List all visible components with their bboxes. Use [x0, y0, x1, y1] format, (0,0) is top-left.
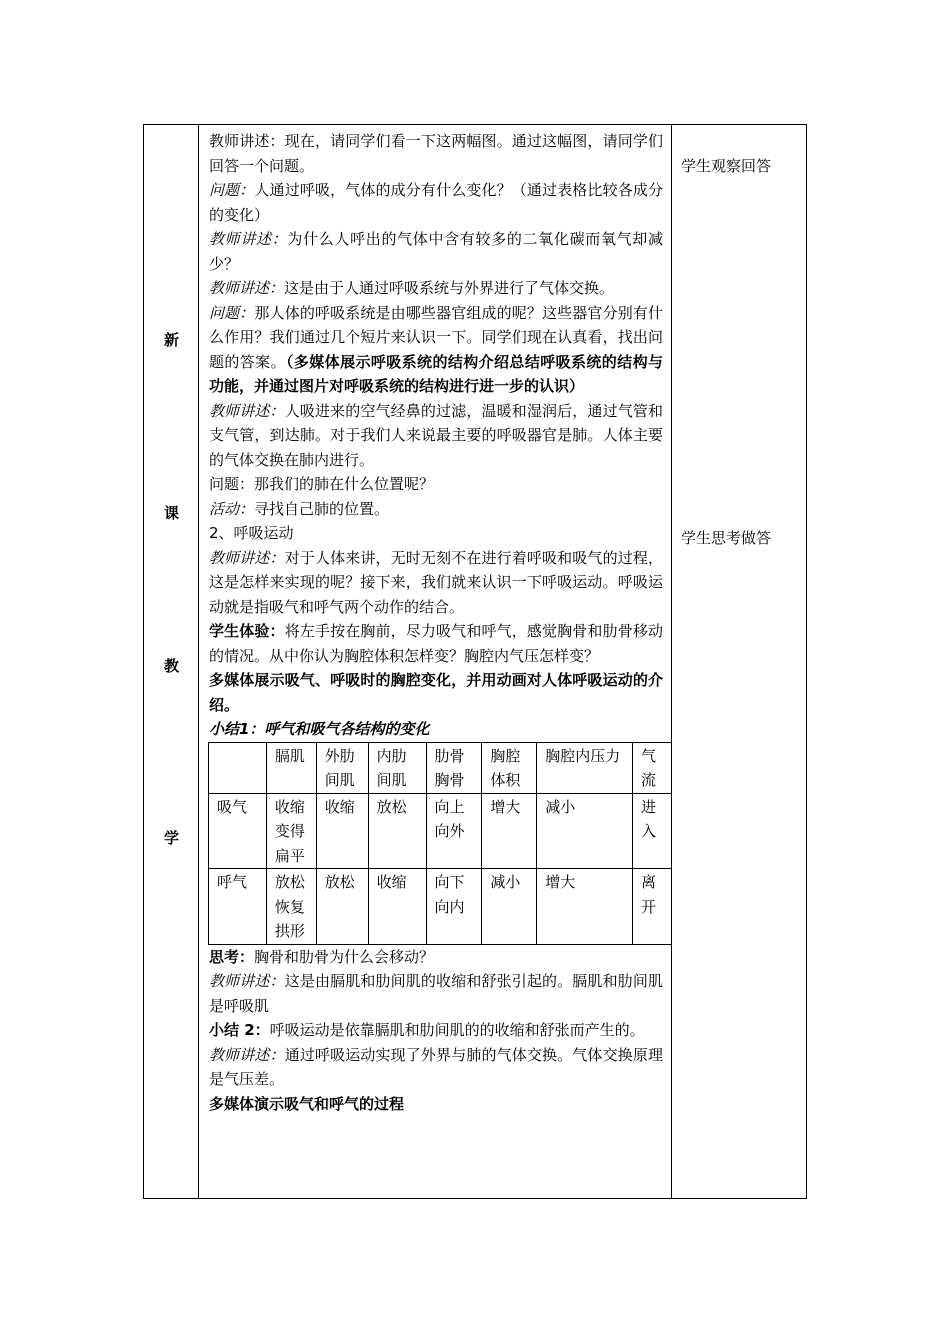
subheading: 2、呼吸运动	[209, 524, 294, 542]
paragraph: 教师讲述：这是由膈肌和肋间肌的收缩和舒张引起的。膈肌和肋间肌是呼吸肌	[209, 972, 663, 1015]
table-caption: 小结1：呼气和吸气各结构的变化	[209, 720, 430, 738]
section-char: 课	[163, 504, 179, 522]
header-cell: 胸腔内压力	[537, 742, 633, 793]
paragraph: 活动：寻找自己肺的位置。	[209, 499, 390, 518]
table-cell: 放松	[368, 793, 426, 869]
paragraph: 教师讲述：现在，请同学们看一下这两幅图。通过这幅图，请同学们回答一个问题。	[209, 132, 663, 175]
table-cell: 减小	[482, 869, 537, 945]
label: 教师讲述：	[209, 401, 285, 420]
paragraph: 思考：胸骨和肋骨为什么会移动？	[209, 947, 435, 966]
table-cell: 向上向外	[426, 793, 482, 869]
section-label-column	[144, 125, 199, 1198]
section-char: 教	[163, 657, 179, 675]
header-cell: 内肋间肌	[368, 742, 426, 793]
lesson-plan-table	[143, 124, 807, 1199]
paragraph: 学生体验：将左手按在胸前，尽力吸气和呼气，感觉胸骨和肋骨移动的情况。从中你认为胸腔体积怎样变？胸腔内气压怎样变？	[209, 622, 663, 665]
label: 教师讲述：	[209, 230, 288, 248]
paragraph: 问题：那我们的肺在什么位置呢？	[209, 475, 435, 493]
table-cell: 减小	[537, 793, 633, 869]
table-cell: 增大	[482, 793, 537, 869]
paragraph: 教师讲述：人吸进来的空气经鼻的过滤，温暖和湿润后，通过气管和支气管，到达肺。对于我们人来说最主要的呼吸器官是肺。人体主要的气体交换在肺内进行。	[209, 401, 663, 469]
student-activity-note: 学生思考做答	[681, 529, 772, 547]
label: 问题：	[209, 303, 255, 322]
summary-table	[208, 742, 672, 945]
paragraph: 多媒体展示吸气、呼吸时的胸腔变化，并用动画对人体呼吸运动的介绍。	[209, 671, 663, 714]
table-header-row	[209, 742, 672, 793]
table-cell: 呼气	[209, 869, 267, 945]
label: 教师讲述：	[209, 1045, 285, 1064]
header-cell: 肋骨胸骨	[426, 742, 482, 793]
table-cell: 放松恢复拱形	[266, 869, 316, 945]
paragraph: 小结 2：呼吸运动是依靠膈肌和肋间肌的的收缩和舒张而产生的。	[209, 1021, 645, 1039]
paragraph: 教师讲述：为什么人呼出的气体中含有较多的二氧化碳而氧气却减少？	[209, 230, 663, 273]
label: 思考：	[209, 947, 255, 966]
paragraph: 问题：那人体的呼吸系统是由哪些器官组成的呢？这些器官分别有什么作用？我们通过几个短片来认识一下。同学们现在认真看，找出问题的答案。（多媒体展示呼吸系统的结构介绍总结呼吸系统的结构与功能，并通过图片对呼吸系统的结构进行进一步的认识）	[209, 303, 663, 395]
student-activity-note: 学生观察回答	[681, 157, 772, 175]
table-cell: 吸气	[209, 793, 267, 869]
label: 问题：	[209, 181, 255, 199]
paragraph: 教师讲述：这是由于人通过呼吸系统与外界进行了气体交换。	[209, 279, 615, 297]
label: 教师讲述：	[209, 279, 285, 297]
table-cell: 收缩	[316, 793, 368, 869]
section-char: 学	[163, 829, 179, 847]
header-cell: 胸腔体积	[482, 742, 537, 793]
table-cell: 放松	[316, 869, 368, 945]
student-activity-column	[672, 125, 806, 1198]
table-cell: 收缩变得扁平	[266, 793, 316, 869]
header-cell: 气流	[633, 742, 672, 793]
label: 小结 2：	[209, 1021, 270, 1039]
table-cell: 增大	[537, 869, 633, 945]
paragraph: 问题：人通过呼吸，气体的成分有什么变化？（通过表格比较各成分的变化）	[209, 181, 663, 224]
table-cell: 进入	[633, 793, 672, 869]
label: 教师讲述：	[209, 548, 285, 567]
table-cell: 离开	[633, 869, 672, 945]
label: 教师讲述：	[209, 972, 285, 990]
paragraph: 教师讲述：通过呼吸运动实现了外界与肺的气体交换。气体交换原理是气压差。	[209, 1045, 663, 1088]
label: 学生体验：	[209, 622, 285, 640]
header-cell: 外肋间肌	[316, 742, 368, 793]
paragraph: 教师讲述：对于人体来讲，无时无刻不在进行着呼吸和吸气的过程，这是怎样来实现的呢？接下来，我们就来认识一下呼吸运动。呼吸运动就是指吸气和呼气两个动作的结合。	[209, 548, 663, 616]
table-row	[209, 869, 672, 945]
paragraph: 多媒体演示吸气和呼气的过程	[209, 1094, 405, 1113]
section-char: 新	[163, 331, 179, 349]
header-cell: 膈肌	[266, 742, 316, 793]
header-cell	[209, 742, 267, 793]
table-cell: 向下向内	[426, 869, 482, 945]
table-cell: 收缩	[368, 869, 426, 945]
label: 活动：	[209, 499, 255, 518]
teaching-content	[199, 125, 672, 1198]
table-row	[209, 793, 672, 869]
